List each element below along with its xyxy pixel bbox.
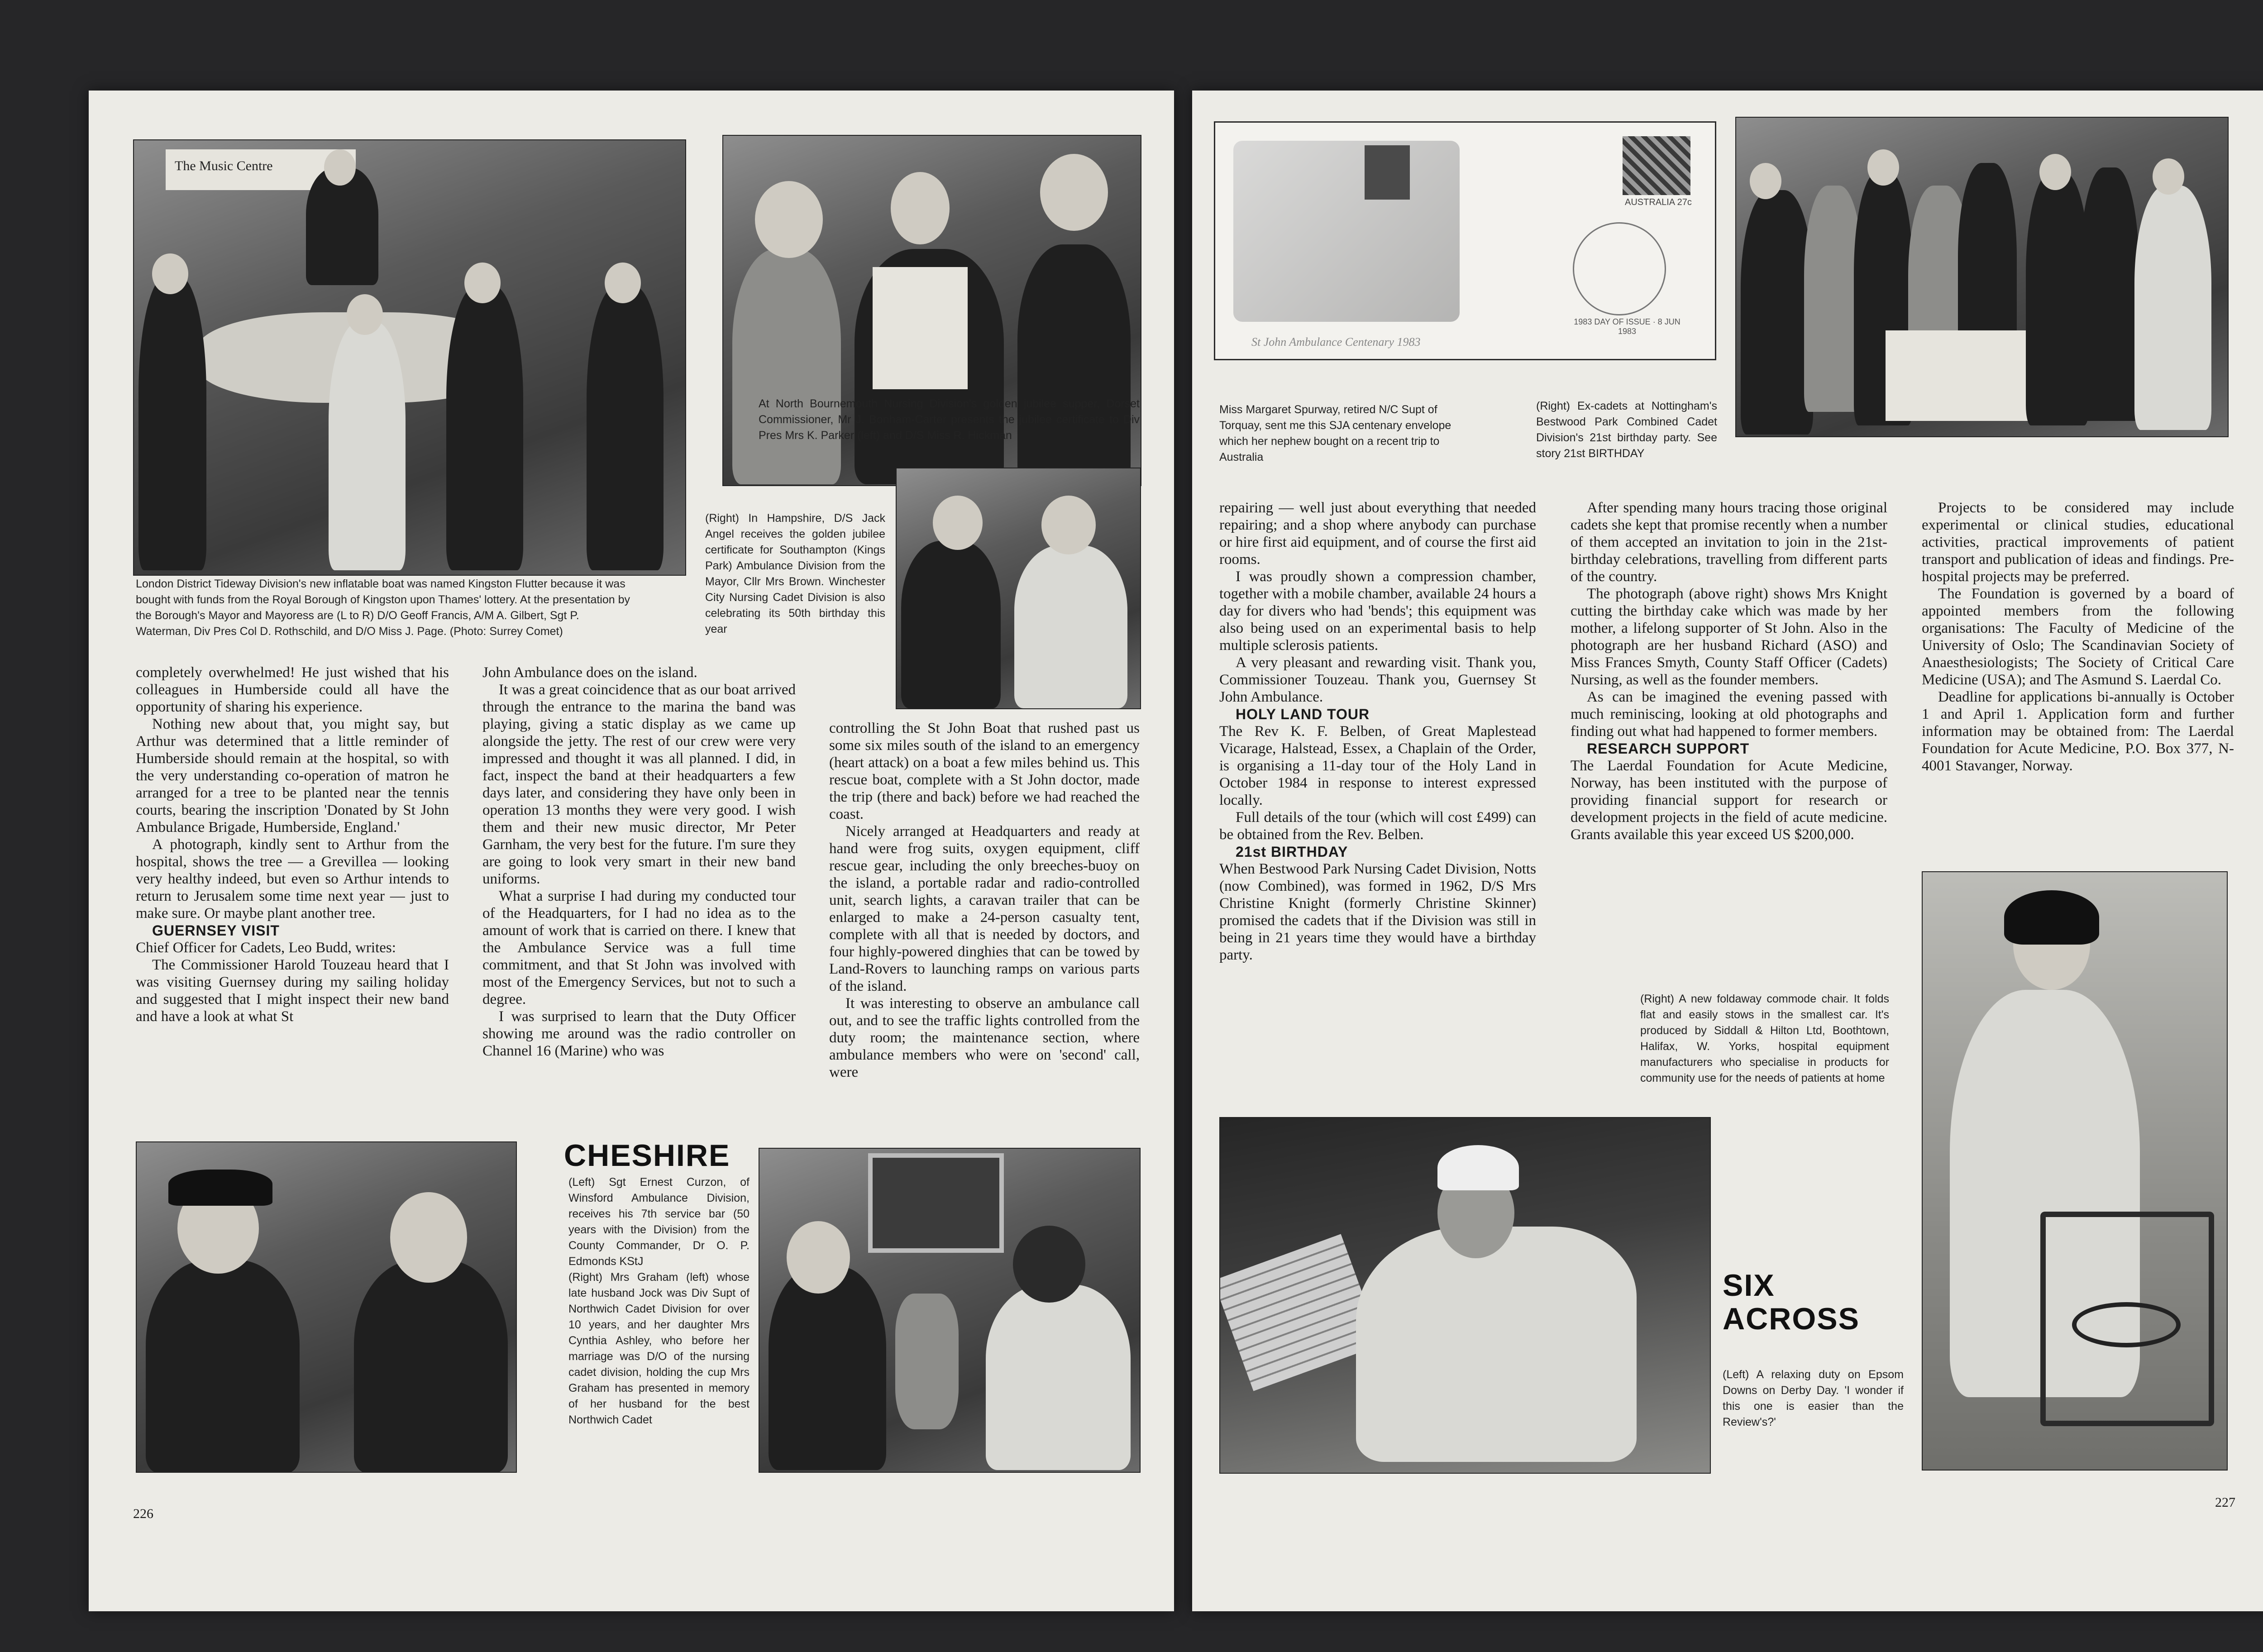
caption-epsom: (Left) A relaxing duty on Epsom Downs on Derby Day. 'I wonder if this one is easier than the Review's?' [1723, 1368, 1904, 1428]
paragraph: The Laerdal Foundation for Acute Medicine, Norway, has been instituted with the purpose of providing financial support for research or development projects in the field of acute medicine. Grants available this year exceed US $200,000. [1571, 758, 1887, 843]
caption-bournemouth: At North Bournemouth Nursing Division's golden jubilee supper, Dorset Commissioner, Mr J. Bonham-Carter presents the jubilee certificate to Div Pres Mrs K. Parker (left) and D/S Miss R. Hickman [759, 397, 1140, 442]
paragraph: I was proudly shown a compression chamber, together with a mobile chamber, available 24 hours a day for divers who had 'bends'; this equipment was also being used on an experimental basis to help multiple sclerosis patients. [1219, 568, 1536, 654]
left-column-3 [829, 720, 1140, 1081]
postmark-icon [1573, 222, 1666, 315]
photo-cheshire-curzon [136, 1141, 517, 1473]
sign-text: The Music Centre [175, 158, 273, 173]
paragraph: A very pleasant and rewarding visit. Thank you, Commissioner Touzeau. Thank you, Guernsey St John Ambulance. [1219, 654, 1536, 705]
caption-cheshire: (Left) Sgt Ernest Curzon, of Winsford Ambulance Division, receives his 7th service bar (50 years with the Division) from the County Commander, Dr O. P. Edmonds KStJ (Right) Mrs Graham (left) whose late husband Jock was Div Supt of Northwich Cadet Division for over 10 years, and her daughter Mrs Cynthia Ashley, who before her marriage was D/O of the nursing cadet division, holding the cup Mrs Graham has presented in memory of her husband for the best Northwich Cadet [568, 1176, 750, 1426]
paragraph: As can be imagined the evening passed with much reminiscing, looking at old photographs and finding out what had happened to former members. [1571, 689, 1887, 740]
paragraph: The Commissioner Harold Touzeau heard that I was visiting Guernsey during my sailing holiday and suggested that I might inspect their new band and have a look at what St [136, 957, 449, 1025]
right-column-1 [1219, 499, 1536, 964]
paragraph: Nothing new about that, you might say, but Arthur was determined that a little reminder of Humberside should remain at the hospital, so with the very understanding co-operation of matron he arranged for a tree to be planted near the tennis courts, bearing the inscription 'Donated by St John Ambulance Brigade, Humberside, England.' [136, 716, 449, 836]
paragraph: What a surprise I had during my conducted tour of the Headquarters, for I had no idea as to the amount of work that is carried on there. I knew that the Ambulance Service was a full time commitment, and that St John was involved with most of the Emergency Services, but not to such a degree. [482, 888, 796, 1007]
left-column-1 [136, 664, 449, 1025]
page-number-226: 226 [133, 1506, 153, 1521]
caption-commode: (Right) A new foldaway commode chair. It folds flat and easily stows in the smallest car. It's produced by Siddall & Hilton Ltd, Boothtown, Halifax, W. Yorks, hospital equipment manufacturers who specialise in products for community use for the needs of patients at home [1640, 993, 1889, 1084]
envelope-text: St John Ambulance Centenary 1983 [1251, 335, 1421, 349]
photo-cheshire-cup [759, 1148, 1141, 1473]
heading-guernsey-visit: GUERNSEY VISIT [152, 922, 280, 939]
heading-cheshire: CHESHIRE [564, 1138, 730, 1173]
paragraph: controlling the St John Boat that rushed past us some six miles south of the island to an emergency (heart attack) on a boat a few miles behind us. This rescue boat, complete with a St John doctor, made the trip (there and back) before we had reached the coast. [829, 720, 1140, 822]
paragraph: The Rev K. F. Belben, of Great Maplestead Vicarage, Halstead, Essex, a Chaplain of the Order, is organising a 11-day tour of the Holy Land in October 1984 in response to interest expressed locally. [1219, 723, 1536, 808]
right-column-2 [1571, 499, 1887, 843]
paragraph: John Ambulance does on the island. [482, 664, 697, 681]
right-page [1192, 91, 2263, 1611]
photo-epsom-crossword [1219, 1117, 1711, 1474]
paragraph: completely overwhelmed! He just wished that his colleagues in Humberside could all have the opportunity of sharing his experience. [136, 664, 449, 715]
page-number-227: 227 [2215, 1495, 2235, 1510]
paragraph: Nicely arranged at Headquarters and ready at hand were frog suits, oxygen equipment, cliff rescue gear, including the only breeches-buoy on the island, a portable radar and radio-controlled unit, search lights, a caravan trailer that can be enlarged to make a 24-person casualty tent, complete with all that is needed by doctors, and four highly-powered dinghies that can be towed by Land-Rovers to launching ramps on various parts of the island. [829, 823, 1140, 994]
heading-research-support: RESEARCH SUPPORT [1587, 740, 1750, 757]
paragraph: Full details of the tour (which will cost £499) can be obtained from the Rev. Belben. [1219, 809, 1536, 843]
photo-nottingham-party [1735, 117, 2229, 437]
paragraph: When Bestwood Park Nursing Cadet Division, Notts (now Combined), was formed in 1962, D/S Mrs Christine Knight (formerly Christine Skinner) promised the cadets that if the Division was still in being in 21 years time they would have a birthday party. [1219, 861, 1536, 963]
right-column-3 [1922, 499, 2234, 774]
paragraph: After spending many hours tracing those original cadets she kept that promise recently when a number of them accepted an invitation to join in the 21st-birthday celebrations, travelling from different parts of the country. [1571, 500, 1887, 585]
photo-centenary-envelope [1214, 121, 1716, 360]
heading-holy-land-tour: HOLY LAND TOUR [1236, 706, 1370, 722]
stamp-icon [1623, 136, 1690, 195]
caption-tideway: London District Tideway Division's new inflatable boat was named Kingston Flutter because it was bought with funds from the Royal Borough of Kingston upon Thames' lottery. At the presentation by the Borough's Mayor and Mayoress are (L to R) D/O Geoff Francis, A/M A. Gilbert, Sgt P. Waterman, Div Pres Col D. Rothschild, and D/O Miss J. Page. (Photo: Surrey Comet) [136, 578, 630, 638]
stamp-text: AUSTRALIA 27c [1625, 197, 1692, 207]
heading-21st-birthday: 21st BIRTHDAY [1236, 844, 1348, 860]
paragraph: Deadline for applications bi-annually is October 1 and April 1. Application form and further information may be obtained from: The Laerdal Foundation for Acute Medicine, P.O. Box 377, N-4001 Stavanger, Norway. [1922, 689, 2234, 774]
photo-hampshire-jubilee [896, 468, 1141, 709]
paragraph: The Foundation is governed by a board of appointed members from the following organisations: The Faculty of Medicine of the University of Oslo; The Scandinavian Society of Anaesthesiologists; The Society of Critical Care Medicine (USA); and The Asmund S. Laerdal Co. [1922, 586, 2234, 688]
paragraph: repairing — well just about everything that needed repairing; and a shop where anybody can purchase or hire first aid equipment, and of course the first aid rooms. [1219, 500, 1536, 568]
paragraph: A photograph, kindly sent to Arthur from the hospital, shows the tree — a Grevillea — looking very healthy indeed, but even so Arthur intends to return to Jerusalem some time next year — just to make sure. Or maybe plant another tree. [136, 836, 449, 921]
caption-nottingham: (Right) Ex-cadets at Nottingham's Bestwood Park Combined Cadet Division's 21st birthday party. See story 21st BIRTHDAY [1536, 400, 1717, 460]
caption-hampshire: (Right) In Hampshire, D/S Jack Angel receives the golden jubilee certificate for Southampton (Kings Park) Ambulance Division from the Mayor, Cllr Mrs Brown. Winchester City Nursing Cadet Division is also celebrating its 50th birthday this year [705, 512, 885, 635]
paragraph: The photograph (above right) shows Mrs Knight cutting the birthday cake which was made by her mother, a lifelong supporter of St John. Also in the photograph are her husband Richard (ASO) and Miss Frances Smyth, County Staff Officer (Cadets) Nursing, as well as the founder members. [1571, 586, 1887, 688]
paragraph: Projects to be considered may include experimental or clinical studies, educational activities, practical improvements of patient transport and publication of ideas and findings. Pre-hospital projects may be preferred. [1922, 500, 2234, 585]
postmark-text: 1983 DAY OF ISSUE · 8 JUN 1983 [1574, 317, 1681, 336]
left-column-2 [482, 664, 796, 1060]
paragraph: It was interesting to observe an ambulance call out, and to see the traffic lights controlled from the duty room; the maintenance section, where ambulance members who were on 'second' call, were [829, 995, 1140, 1080]
paragraph: I was surprised to learn that the Duty Officer showing me around was the radio controller on Channel 16 (Marine) who was [482, 1008, 796, 1059]
heading-six-across: SIX ACROSS [1723, 1268, 1860, 1336]
paragraph: It was a great coincidence that as our boat arrived through the entrance to the marina the band was playing, giving a static display as we came up alongside the jetty. The rest of our crew were very impressed and thought it was all planned. I did, in fact, inspect the band at their headquarters a few days later, and considering they have only been in operation 13 months they were very good. I wish them and their new music director, Mr Peter Garnham, the very best for the future. I'm sure they are going to look very smart in their new band uniforms. [482, 682, 796, 887]
badge-icon [1365, 145, 1410, 200]
photo-tideway-boat [133, 139, 686, 576]
caption-spurway: Miss Margaret Spurway, retired N/C Supt of Torquay, sent me this SJA centenary envelope which her nephew bought on a recent trip to Australia [1219, 403, 1451, 463]
left-page [89, 91, 1174, 1611]
photo-foldaway-commode [1922, 871, 2228, 1471]
paragraph: Chief Officer for Cadets, Leo Budd, writes: [136, 940, 396, 956]
